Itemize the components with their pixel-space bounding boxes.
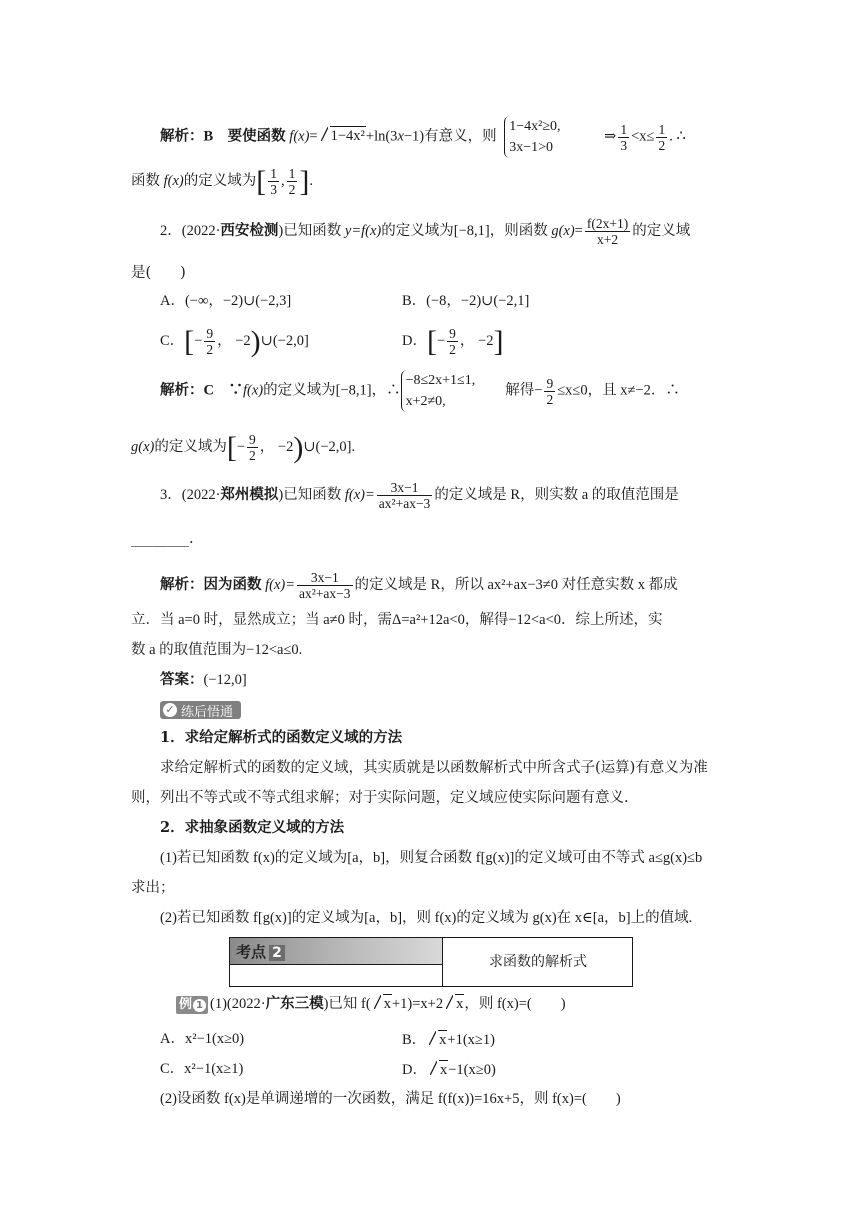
sol3-line2: 立．当 a=0 时，显然成立；当 a≠0 时，需Δ=a²+12a<0，解得−12<a<0．综上所述，实	[131, 612, 663, 628]
lianhou-wutong-tag: ✓ 练后悟通	[160, 701, 241, 719]
method-1-p1: 求给定解析式的函数的定义域，其实质就是以函数解析式中所含式子(运算)有意义为准	[160, 760, 708, 776]
method-2-p3: (2)若已知函数 f[g(x)]的定义域为[a，b]，则 f(x)的定义域为 g(x)在 x∈[a，b]上的值域.	[160, 910, 693, 926]
option-2c[interactable]: C．[− $\frac{9}{2}$ ， −2)∪(−2,0]	[160, 324, 309, 358]
sol1-line1: 解析：B 要使函数 f(x)= 1−4x²+ln(3x−1)有意义，则 1−4x²≥0, 3x−1>0 ⇒ $\frac{1}{3}$ <x≤ $\frac{1}{2}$ . ∴	[160, 116, 686, 158]
question-3-line1: 3．(2022·郑州模拟)已知函数 f(x)= $\frac{3x-1}{\text{ax²+ax−3}}$ 的定义域是 R，则实数 a 的取值范围是	[160, 480, 679, 511]
kaodian-topic: 求函数的解析式	[489, 954, 587, 970]
method-2-title: 2．求抽象函数定义域的方法	[160, 819, 345, 836]
option-ex-b[interactable]: B． x+1(x≥1)	[402, 1032, 495, 1048]
kaodian-box	[229, 937, 633, 987]
check-icon: ✓	[163, 703, 177, 717]
example-tag: 例 1	[176, 996, 208, 1014]
sol2-line1: 解析：C ∵f(x)的定义域为[−8,1]，∴ −8≤2x+1≤1, x+2≠0, 解得− $\frac{9}{2}$ ≤x≤0，且 x≠−2．∴	[160, 370, 680, 412]
method-2-p1: (1)若已知函数 f(x)的定义域为[a，b]，则复合函数 f[g(x)]的定义域可由不等式 a≤g(x)≤b	[160, 850, 703, 866]
source-tag: 西安检测	[220, 222, 279, 239]
sol3-line3: 数 a 的取值范围为−12<a≤0.	[131, 642, 303, 658]
source-tag: 广东三模	[265, 996, 324, 1012]
frac-1-2: $\frac{1}{2}$	[658, 121, 666, 153]
kaodian-title: 考点 2	[236, 941, 285, 962]
option-ex-c[interactable]: C．x²−1(x≥1)	[160, 1061, 244, 1077]
sqrt-expr: 1−4x²	[320, 126, 366, 145]
method-2-p2: 求出；	[131, 880, 175, 896]
option-2b[interactable]: B．(−8，−2)∪(−2,1]	[402, 293, 530, 309]
example-1-line: 例 1 (1)(2022·广东三模)已知 f( x+1)=x+2 x，则 f(x)=( )	[176, 994, 566, 1014]
inequality-system-1: 1−4x²≥0, 3x−1>0	[504, 116, 560, 158]
source-tag: 郑州模拟	[220, 486, 279, 503]
option-2a[interactable]: A．(−∞，−2)∪(−2,3]	[160, 293, 292, 309]
answer-line: 答案：(−12,0]	[160, 672, 247, 688]
sol3-line1: 解析：因为函数 f(x)= $\frac{3x-1}{\text{ax²+ax−3}}$ 的定义域是 R，所以 ax²+ax−3≠0 对任意实数 x 都成	[160, 570, 678, 601]
option-ex-a[interactable]: A．x²−1(x≥0)	[160, 1031, 245, 1047]
sol1-line2: 函数 f(x)的定义域为[ $\frac{1}{3}$ , $\frac{1}{2}$ ].	[131, 164, 313, 198]
question-2-line1: 2．(2022·西安检测)已知函数 y=f(x)的定义域为[−8,1]，则函数 g(x)= $\frac{f(2x+1)}{x+2}$ 的定义域	[160, 216, 691, 247]
question-3-blank[interactable]: ________.	[131, 531, 194, 547]
option-ex-d[interactable]: D． x−1(x≥0)	[402, 1062, 496, 1078]
method-1-p2: 则，列出不等式或不等式组求解；对于实际问题，定义域应使实际问题有意义.	[131, 790, 629, 806]
inequality-system-2: −8≤2x+1≤1, x+2≠0,	[401, 370, 476, 412]
frac-1-3: $\frac{1}{3}$	[620, 121, 628, 153]
sol2-line2: g(x)的定义域为[− $\frac{9}{2}$ ， −2)∪(−2,0].	[131, 430, 356, 464]
method-1-title: 1．求给定解析式的函数定义域的方法	[160, 729, 403, 746]
option-2d[interactable]: D．[− $\frac{9}{2}$ ， −2]	[402, 324, 504, 358]
example-1-part2: (2)设函数 f(x)是单调递增的一次函数，满足 f(f(x))=16x+5，则 f(x)=( )	[160, 1091, 621, 1107]
question-2-line2: 是( )	[131, 265, 186, 281]
